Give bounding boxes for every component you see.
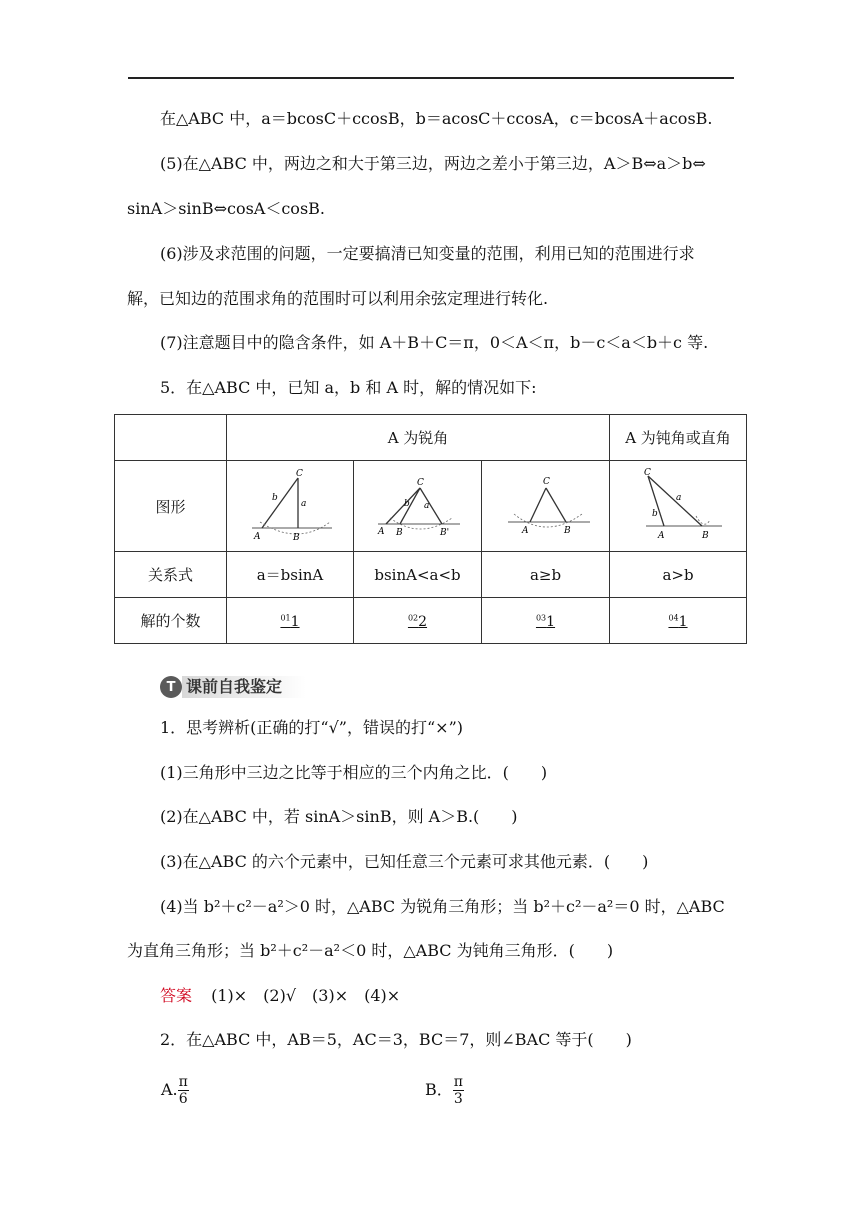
svg-text:A: A: [254, 532, 261, 542]
answer-text: (1)× (2)√ (3)× (4)×: [211, 986, 401, 1005]
section-header: [160, 674, 306, 700]
option-b-label: B．: [425, 1080, 453, 1099]
svg-text:b: b: [403, 499, 410, 509]
figure-cell-4: [610, 461, 747, 552]
count-cell-1: $^{01}$1: [227, 598, 354, 644]
text-line-5: 解，已知边的范围求角的范围时可以利用余弦定理进行转化.: [127, 289, 549, 308]
question-1-item-4a: (4)当 b²＋c²－a²＞0 时，△ABC 为锐角三角形；当 b²＋c²－a²＝0 时，△ABC: [160, 897, 725, 916]
figure-cell-2: [354, 461, 482, 552]
two-solution-figure: [368, 466, 468, 546]
row-label-figure: 图形: [115, 461, 227, 552]
svg-text:B: B: [702, 531, 709, 541]
figure-cell-3: [482, 461, 610, 552]
section-badge-icon: T: [160, 676, 182, 698]
row-label-relation: 关系式: [115, 552, 227, 598]
option-a-fraction: $\frac{\pi}{6}$: [178, 1074, 188, 1107]
svg-text:C: C: [416, 478, 424, 488]
option-b: [425, 1072, 464, 1108]
svg-text:B: B: [293, 533, 300, 543]
answer-label: 答案: [160, 986, 193, 1005]
question-1-item-1: (1)三角形中三边之比等于相应的三个内角之比．( ): [160, 763, 548, 782]
svg-text:a: a: [676, 493, 682, 503]
table-corner-cell: [115, 415, 227, 461]
question-2: 2．在△ABC 中，AB＝5，AC＝3，BC＝7，则∠BAC 等于( ): [160, 1030, 632, 1049]
option-b-fraction: $\frac{\pi}{3}$: [453, 1074, 463, 1107]
row-label-count: 解的个数: [115, 598, 227, 644]
relation-cell-4: a>b: [610, 552, 747, 598]
svg-text:b: b: [652, 509, 658, 519]
option-a-label: A.: [161, 1080, 178, 1099]
svg-text:a: a: [423, 501, 429, 511]
svg-text:A: A: [658, 531, 665, 541]
svg-text:C: C: [296, 469, 303, 479]
figure-cell-1: [227, 461, 354, 552]
text-line-7: 5．在△ABC 中，已知 a，b 和 A 时，解的情况如下:: [160, 378, 537, 397]
svg-text:b: b: [272, 493, 278, 503]
relation-cell-2: bsinA<a<b: [354, 552, 482, 598]
svg-text:C: C: [542, 477, 550, 487]
count-cell-4: $^{04}$1: [610, 598, 747, 644]
relation-cell-3: a≥b: [482, 552, 610, 598]
question-1: 1．思考辨析(正确的打“√”，错误的打“×”): [160, 718, 463, 737]
count-cell-3: $^{03}$1: [482, 598, 610, 644]
question-1-item-3: (3)在△ABC 的六个元素中，已知任意三个元素可求其他元素．( ): [160, 852, 649, 871]
svg-text:B: B: [395, 528, 403, 538]
section-title: 课前自我鉴定: [182, 676, 306, 698]
svg-text:B: B: [563, 526, 571, 536]
acute-isosceles-figure: [496, 466, 596, 546]
svg-text:B': B': [439, 528, 449, 538]
count-cell-2: $^{02}$2: [354, 598, 482, 644]
answer-line: [160, 985, 400, 1007]
svg-text:A: A: [377, 527, 384, 537]
option-a: [161, 1072, 189, 1108]
text-line-2: (5)在△ABC 中，两边之和大于第三边，两边之差小于第三边，A＞B⇔a＞b⇔: [160, 154, 706, 173]
question-1-item-2: (2)在△ABC 中，若 sinA＞sinB，则 A＞B.( ): [160, 807, 518, 826]
svg-text:A: A: [521, 526, 528, 536]
relation-cell-1: a＝bsinA: [227, 552, 354, 598]
text-line-3: sinA＞sinB⇔cosA＜cosB.: [127, 199, 325, 218]
solution-table: [114, 414, 747, 644]
svg-text:C: C: [644, 468, 651, 478]
text-line-6: (7)注意题目中的隐含条件，如 A＋B＋C＝π，0＜A＜π，b－c＜a＜b＋c 等.: [160, 333, 709, 352]
obtuse-figure: [628, 466, 728, 546]
header-rule: [128, 77, 734, 79]
right-triangle-figure: [240, 466, 340, 546]
svg-text:a: a: [301, 499, 307, 509]
text-line-4: (6)涉及求范围的问题，一定要搞清已知变量的范围，利用已知的范围进行求: [160, 244, 695, 263]
text-line-1: 在△ABC 中，a＝bcosC＋ccosB，b＝acosC＋ccosA，c＝bcosA＋acosB.: [160, 109, 713, 128]
question-1-item-4b: 为直角三角形；当 b²＋c²－a²＜0 时，△ABC 为钝角三角形．( ): [127, 941, 614, 960]
header-acute: A 为锐角: [227, 415, 610, 461]
header-obtuse: A 为钝角或直角: [610, 415, 747, 461]
